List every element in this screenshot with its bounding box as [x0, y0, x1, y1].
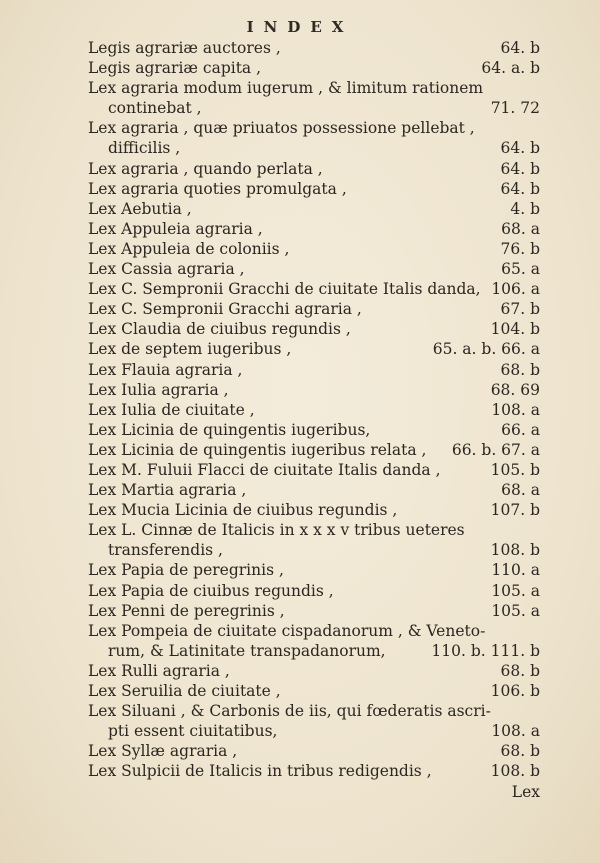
entry-term: Lex Papia de peregrinis ,: [88, 561, 284, 580]
entry-reference: 104. b: [490, 320, 540, 339]
entry-term: Lex Licinia de quingentis iugeribus,: [88, 420, 371, 439]
entry-term: Lex Papia de ciuibus regundis ,: [88, 581, 334, 600]
index-entry: [88, 219, 540, 239]
page-header: INDEX: [246, 18, 354, 36]
entry-term: Lex Aebutia ,: [88, 199, 192, 218]
entry-reference: 66. b. 67. a: [451, 440, 540, 459]
entry-reference: 68. a: [501, 481, 540, 500]
entry-term: Lex agraria modum iugerum , & limitum rationem: [88, 79, 484, 98]
entry-term: Lex Sulpicii de Italicis in tribus redigendis ,: [88, 762, 432, 781]
index-entry: [88, 641, 540, 661]
index-entry: [88, 319, 540, 339]
index-entry: [88, 78, 540, 98]
entry-term: difficilis ,: [108, 139, 181, 158]
entry-term: Lex L. Cinnæ de Italicis in x x x v tribus ueteres: [88, 521, 465, 540]
entry-term: Lex agraria quoties promulgata ,: [88, 179, 347, 198]
index-entry: [88, 360, 540, 380]
entry-term: Lex C. Sempronii Gracchi agraria ,: [88, 300, 362, 319]
index-entry: [88, 159, 540, 179]
index-entry: [88, 761, 540, 781]
index-entry: [88, 138, 540, 158]
entry-term: Lex Licinia de quingentis iugeribus relata ,: [88, 440, 427, 459]
entry-reference: 108. b: [490, 541, 540, 560]
entry-term: Lex Appuleia agraria ,: [88, 219, 263, 238]
entry-reference: 68. b: [500, 360, 540, 379]
entry-reference: 71. 72: [490, 99, 540, 118]
index-entry: [88, 98, 540, 118]
entry-reference: 4. b: [510, 199, 540, 218]
index-entry: [88, 560, 540, 580]
entry-reference: 64. b: [500, 139, 540, 158]
entry-reference: 108. b: [490, 762, 540, 781]
index-entry: [88, 721, 540, 741]
entry-term: Lex Penni de peregrinis ,: [88, 601, 285, 620]
entry-reference: 68. a: [501, 219, 540, 238]
entry-reference: 65. a: [501, 260, 540, 279]
index-entry: [88, 701, 540, 721]
index-entry: [88, 259, 540, 279]
entry-term: Lex Mucia Licinia de ciuibus regundis ,: [88, 501, 398, 520]
entry-term: rum, & Latinitate transpadanorum,: [108, 641, 386, 660]
entry-reference: 67. b: [500, 300, 540, 319]
entry-term: Lex Syllæ agraria ,: [88, 742, 238, 761]
entry-term: Lex Cassia agraria ,: [88, 260, 245, 279]
entry-reference: 108. a: [491, 400, 540, 419]
index-entries: [88, 38, 540, 781]
catchword-line: [88, 782, 540, 802]
index-entry: [88, 500, 540, 520]
entry-term: continebat ,: [108, 99, 202, 118]
entry-reference: 105. a: [491, 581, 540, 600]
index-entry: [88, 58, 540, 78]
entry-reference: 76. b: [500, 239, 540, 258]
index-entry: [88, 118, 540, 138]
entry-reference: 64. b: [500, 39, 540, 57]
entry-term: Lex M. Fuluii Flacci de ciuitate Italis danda ,: [88, 460, 441, 479]
entry-term: Lex Seruilia de ciuitate ,: [88, 682, 281, 700]
entry-reference: 64. b: [500, 159, 540, 178]
entry-term: Lex agraria , quando perlata ,: [88, 159, 323, 178]
index-entry: [88, 279, 540, 299]
entry-term: Lex Iulia agraria ,: [88, 380, 229, 399]
index-entry: [88, 38, 540, 58]
catchword: Lex: [511, 783, 540, 801]
entry-reference: 65. a. b. 66. a: [432, 340, 540, 359]
entry-reference: 68. b: [500, 661, 540, 680]
index-entry: [88, 661, 540, 681]
index-entry: [88, 741, 540, 761]
entry-reference: 106. b: [490, 682, 540, 700]
index-entry: [88, 581, 540, 601]
entry-term: Legis agrariæ capita ,: [88, 59, 262, 78]
entry-term: transferendis ,: [108, 541, 223, 560]
entry-term: Lex Rulli agraria ,: [88, 661, 230, 680]
index-entry: [88, 621, 540, 641]
entry-reference: 105. b: [490, 460, 540, 479]
entry-reference: 106. a: [491, 280, 540, 299]
index-entry: [88, 380, 540, 400]
index-entry: [88, 400, 540, 420]
index-entry: [88, 420, 540, 440]
index-entry: [88, 480, 540, 500]
entry-reference: 68. b: [500, 742, 540, 761]
entry-term: Lex Flauia agraria ,: [88, 360, 243, 379]
index-entry: [88, 299, 540, 319]
entry-reference: 108. a: [491, 722, 540, 741]
index-entry: [88, 520, 540, 540]
entry-reference: 64. a. b: [481, 59, 540, 78]
entry-term: Lex Siluani , & Carbonis de iis, qui fœderatis ascri-: [88, 702, 491, 721]
entry-reference: 107. b: [490, 501, 540, 520]
entry-term: Lex Martia agraria ,: [88, 481, 247, 500]
entry-reference: 110. a: [491, 561, 540, 580]
entry-reference: 68. 69: [490, 380, 540, 399]
entry-term: Lex Pompeia de ciuitate cispadanorum , & Veneto-: [88, 621, 486, 640]
entry-term: Lex C. Sempronii Gracchi de ciuitate Italis danda,: [88, 280, 481, 299]
entry-term: pti essent ciuitatibus,: [108, 722, 278, 741]
index-entry: [88, 601, 540, 621]
entry-term: Lex de septem iugeribus ,: [88, 340, 292, 359]
index-entry: [88, 339, 540, 359]
catchword-row: [88, 782, 540, 802]
index-entry: [88, 460, 540, 480]
index-entry: [88, 681, 540, 701]
entry-term: Lex Claudia de ciuibus regundis ,: [88, 320, 351, 339]
entry-reference: 64. b: [500, 179, 540, 198]
index-entry: [88, 440, 540, 460]
index-entry: [88, 179, 540, 199]
entry-term: Lex agraria , quæ priuatos possessione pellebat ,: [88, 119, 475, 138]
index-entry: [88, 239, 540, 259]
index-entry: [88, 199, 540, 219]
entry-reference: 105. a: [491, 601, 540, 620]
entry-reference: 110. b. 111. b: [431, 641, 540, 660]
entry-term: Legis agrariæ auctores ,: [88, 39, 281, 57]
entry-term: Lex Iulia de ciuitate ,: [88, 400, 255, 419]
entry-term: Lex Appuleia de coloniis ,: [88, 239, 290, 258]
index-entry: [88, 540, 540, 560]
entry-reference: 66. a: [501, 420, 540, 439]
